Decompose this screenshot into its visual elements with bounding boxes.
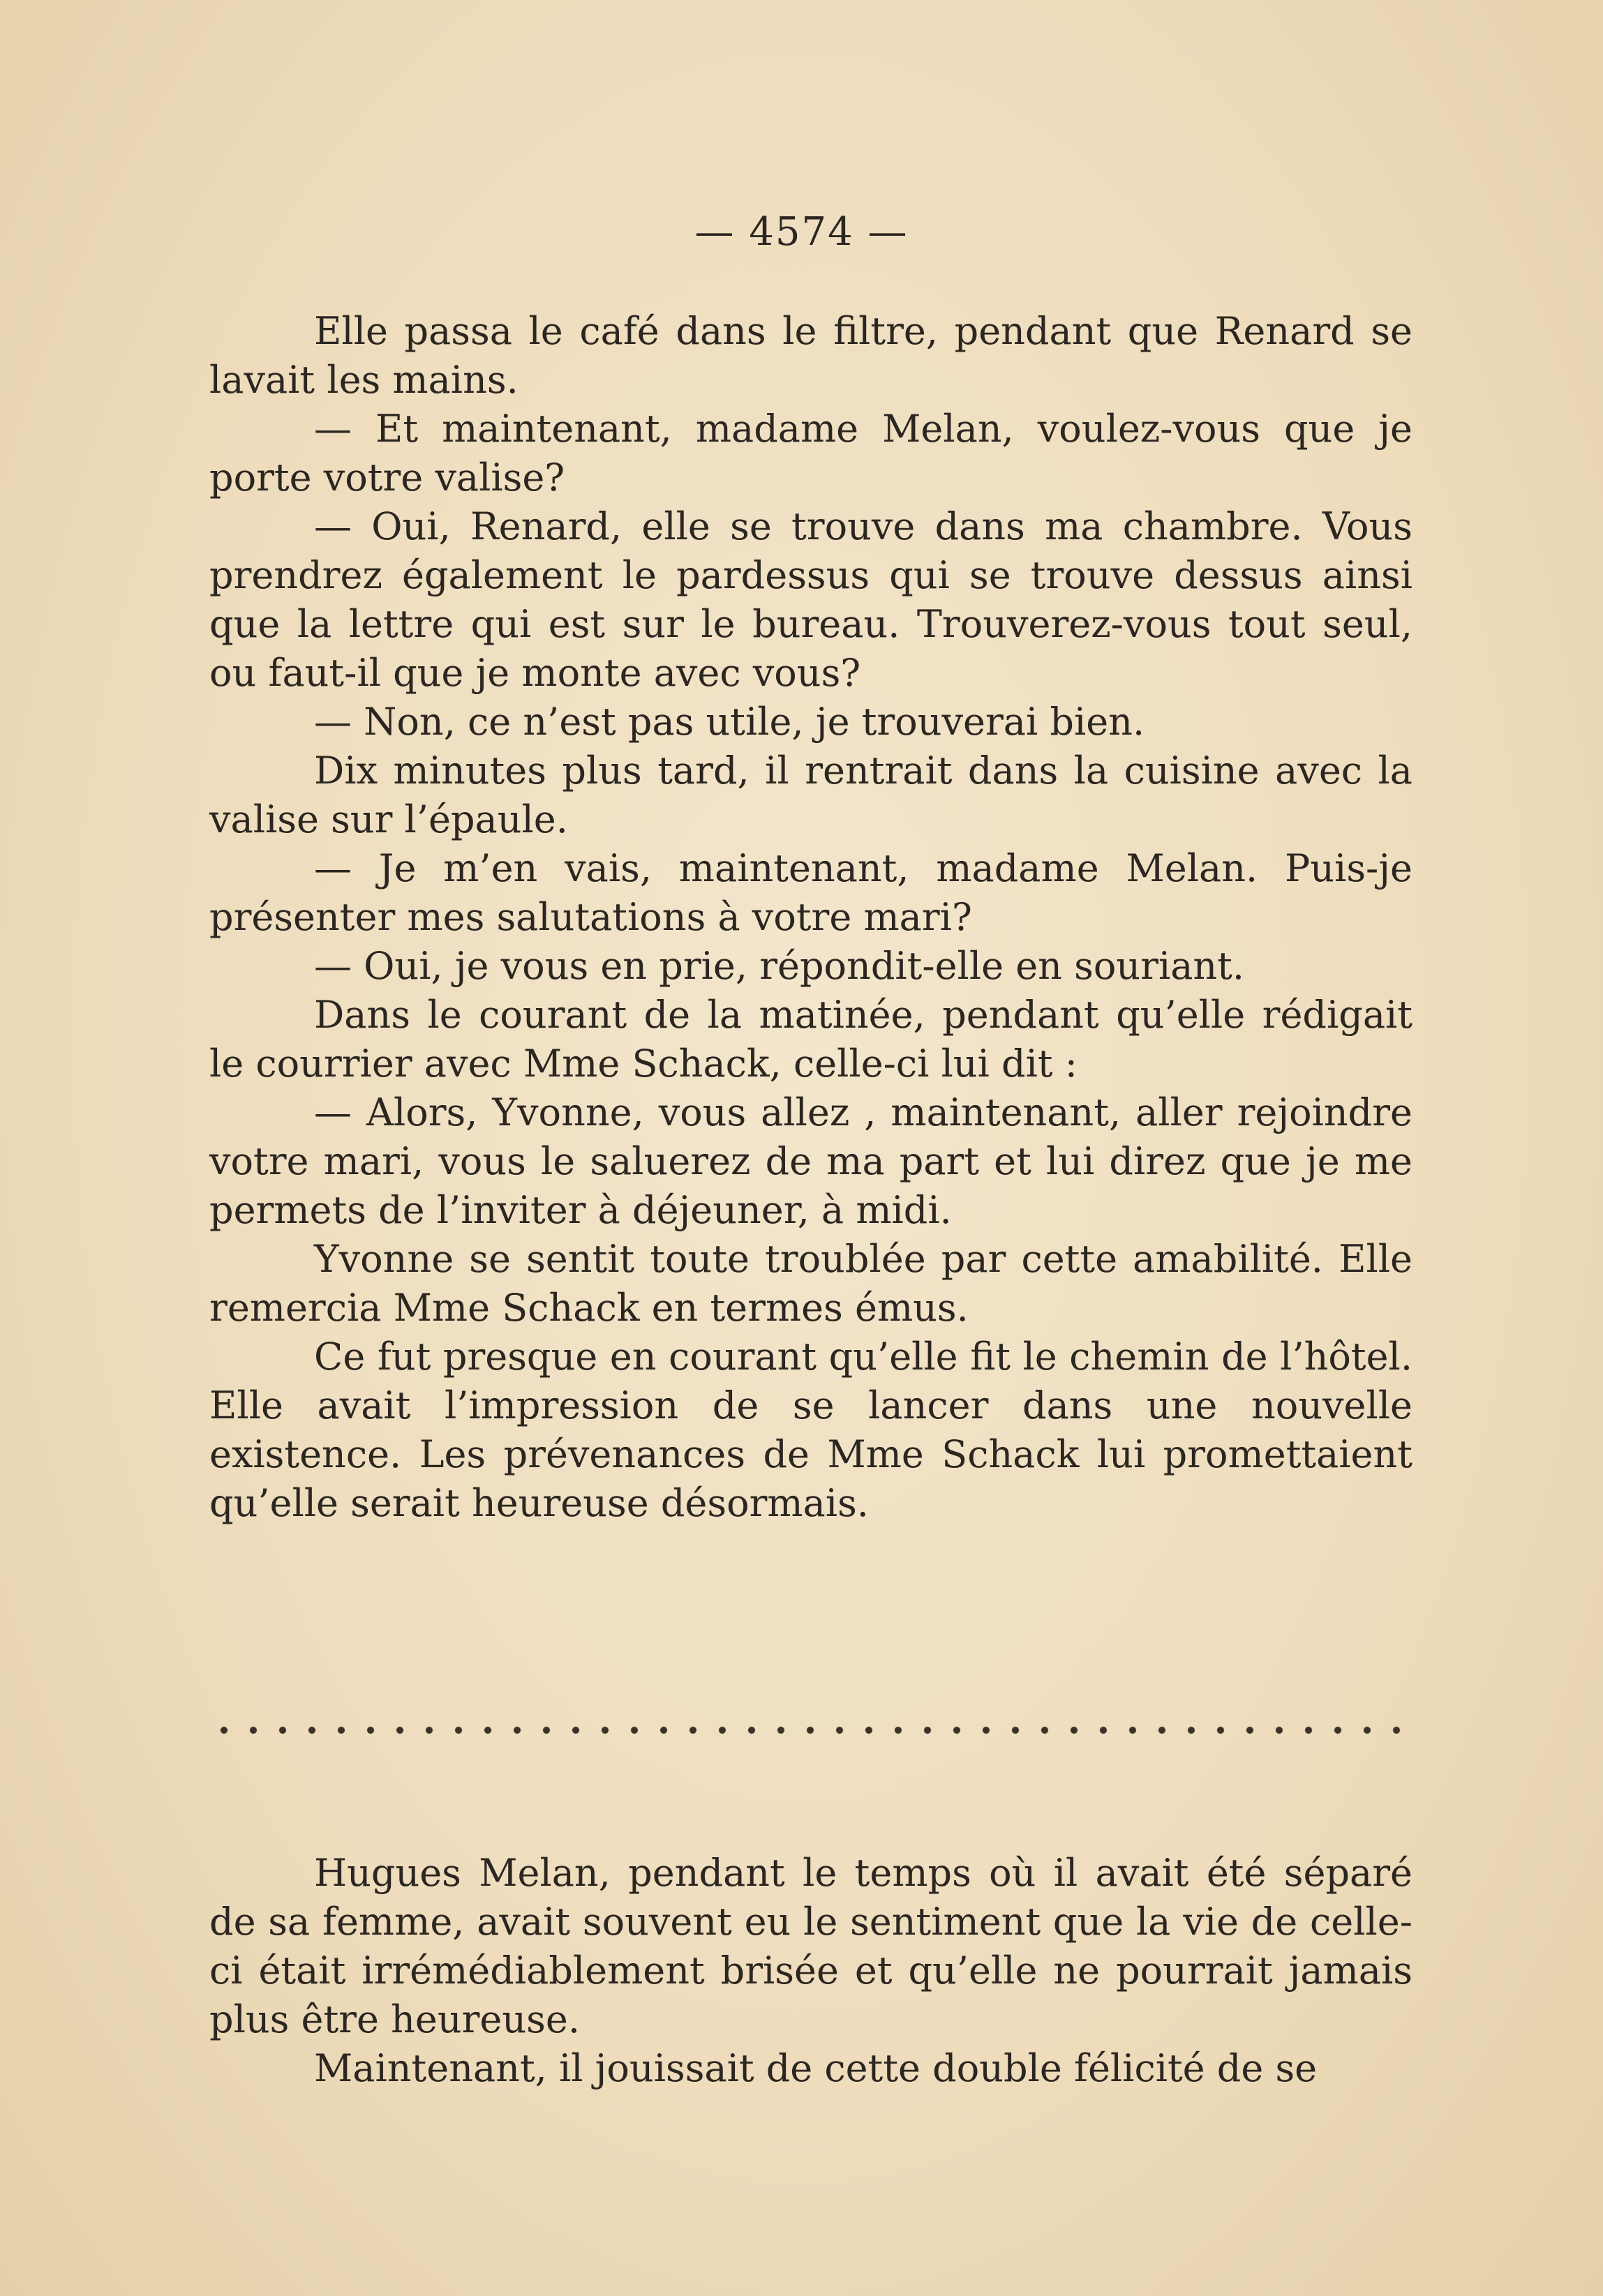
paragraph: — Je m’en vais, maintenant, madame Melan. Puis-je présenter mes salutations à votre mari? [209,846,1412,939]
paragraph: — Et maintenant, madame Melan, voulez-vous que je porte votre valise? [209,407,1412,500]
text-block-bottom [209,1849,1412,2093]
paragraph: — Alors, Yvonne, vous allez , maintenant, aller rejoindre votre mari, vous le saluerez de ma part et lui direz que je me permets de l’inviter à déjeuner, à midi. [209,1090,1412,1232]
page-number: — 4574 — [694,209,909,255]
paragraph: — Oui, je vous en prie, répondit-elle en souriant. [314,944,1245,988]
paragraph: Yvonne se sentit toute troublée par cette amabilité. Elle remercia Mme Schack en termes émus. [209,1237,1412,1330]
paragraph: Ce fut presque en courant qu’elle fit le chemin de l’hôtel. Elle avait l’impression de se lancer dans une nouvelle existence. Les prévenances de Mme Schack lui promettaient qu’elle serait heureuse désormais. [209,1335,1412,1525]
paragraph: Maintenant, il jouissait de cette double félicité de se [314,2046,1318,2090]
paragraph: Hugues Melan, pendant le temps où il avait été séparé de sa femme, avait souvent eu le sentiment que la vie de celle-ci était irrémédiablement brisée et qu’elle ne pourrait jamais plus être heureuse. [209,1851,1412,2041]
text-block-top [209,307,1412,1528]
paragraph: Dix minutes plus tard, il rentrait dans la cuisine avec la valise sur l’épaule. [209,749,1412,841]
dotted-separator [209,1723,1412,1737]
paragraph: Dans le courant de la matinée, pendant qu’elle rédigait le courrier avec Mme Schack, celle-ci lui dit : [209,993,1412,1086]
paragraph: Elle passa le café dans le filtre, pendant que Renard se lavait les mains. [209,309,1412,402]
paragraph: — Oui, Renard, elle se trouve dans ma chambre. Vous prendrez également le pardessus qui se trouve dessus ainsi que la lettre qui est sur le bureau. Trouverez-vous tout seul, ou faut-il que je monte avec vous? [209,504,1412,695]
paragraph: — Non, ce n’est pas utile, je trouverai bien. [314,700,1145,744]
